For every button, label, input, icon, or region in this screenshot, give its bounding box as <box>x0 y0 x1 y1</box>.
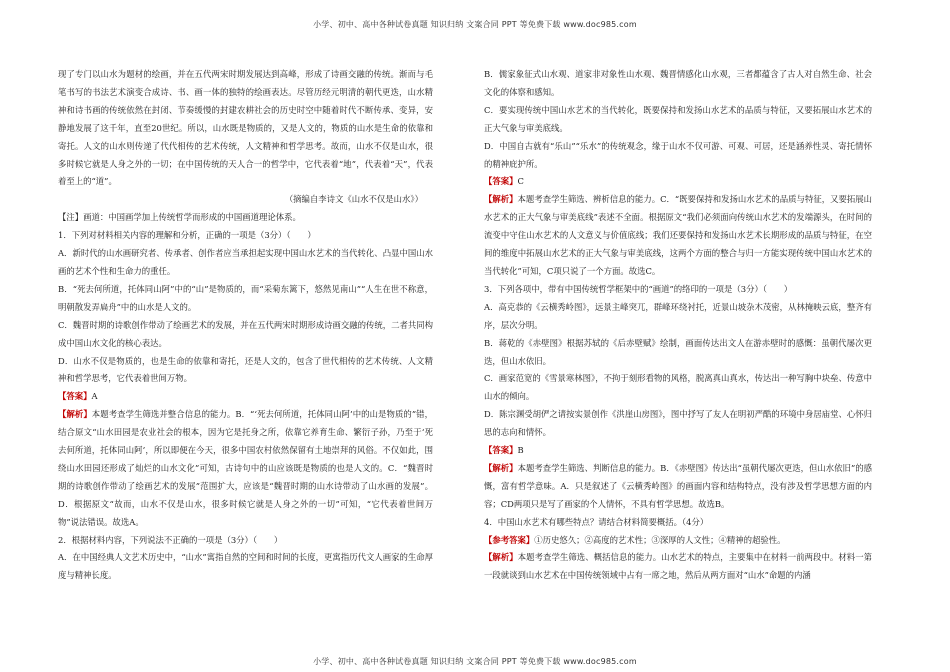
q2-option-a: A．在中国经典人文艺术历史中，“山水”寓指自然的空间和时间的长度，更寓指历代文人画家的生命厚度与精神长度。 <box>58 552 433 581</box>
q1-explanation <box>58 406 433 531</box>
q1-answer <box>58 388 433 406</box>
q3-option-b: B．蒋乾的《赤壁图》根据苏轼的《后赤壁赋》绘制，画面传达出文人在游赤壁时的感慨：虽朝代屡次更迭，但山水依旧。 <box>484 337 872 366</box>
annotation-note: 【注】画道：中国画学加上传统哲学而形成的中国画道理论体系。 <box>58 212 301 223</box>
reference-answer-tag: 【参考答案】 <box>484 534 535 545</box>
answer-value: A <box>91 391 98 402</box>
question-1: 1．下列对材料相关内容的理解和分析，正确的一项是（3分）（ ） <box>58 230 316 241</box>
passage-paragraph: 现了专门以山水为题材的绘画，并在五代两宋时期发展达到高峰，形成了诗画交融的传统。渐而与毛笔书写的书法艺术演变合成诗、书、画一体的独特的绘画表达。尽管历经元明清的朝代更迭，山水精神和诗书画的传统依然在封闭、节奏缓慢的封建农耕社会的历史时空中随着时代不断传承、变异，安静地发展了这千年，直至20世纪。所以，山水既是物质的，又是人文的，物质的山水是生命的依靠和寄托。人文的山水则传递了代代相传的艺术传统，人文精神和哲学思考。故而，山水不仅是山水，很多时候它就是人身之外的一切；在中国传统的天人合一的哲学中，它代表着“地”，代表着“天”，代表着至上的“道”。 <box>58 69 433 187</box>
explanation-text: 本题考查学生筛选、辨析信息的能力。C．“既要保持和发扬山水艺术的品质与特征，又要拓展山水艺术的正大气象与审美底线”表述不全面。根据原文“我们必须面向传统山水艺术的发端源头，在时间的流变中守住山水艺术的人文意义与价值底线；我们还要保持和发扬山水艺术长期形成的品质与特征，在空间的维度中拓展山水艺术的正大气象与审美底线，这两个方面的整合与归一方能实现传统中国山水艺术的当代转化”可知，C项只说了一个方面。故选C。 <box>484 194 873 276</box>
footer-banner: 小学、初中、高中各种试卷真题 知识归纳 文案合同 PPT 等免费下载 www.doc985.com <box>313 657 637 666</box>
answer-tag: 【答案】 <box>484 445 518 456</box>
question-4: 4．中国山水艺术有哪些特点？请结合材料简要概括。（4分） <box>484 516 709 527</box>
explanation-tag: 【解析】 <box>484 462 518 473</box>
header-banner: 小学、初中、高中各种试卷真题 知识归纳 文案合同 PPT 等免费下载 www.doc985.com <box>313 20 637 29</box>
question-2: 2．根据材料内容，下列说法不正确的一项是（3分）（ ） <box>58 534 283 545</box>
right-column <box>484 66 872 585</box>
q2-option-c: C．要实现传统中国山水艺术的当代转化，既要保持和发扬山水艺术的品质与特征，又要拓展山水艺术的正大气象与审美底线。 <box>484 104 872 133</box>
explanation-text: 本题考查学生筛选、判断信息的能力。B．《赤壁图》传达出“虽朝代屡次更迭，但山水依旧”的感慨，富有哲学意味。A．只是叙述了《云横秀岭图》的画面内容和结构特点，没有涉及哲学思想方面的内容；CD两项只是写了画家的个人情怀，不具有哲学思想。故选B。 <box>484 462 873 509</box>
answer-value: B <box>517 445 524 456</box>
q2-option-d: D．中国自古就有“乐山”“乐水”的传统观念，缘于山水不仅可游、可观、可居，还是涵养性灵、寄托情怀的精神庇护所。 <box>484 140 872 169</box>
explanation-text: 本题考查学生筛选并整合信息的能力。B．“‘死去何所道，托体同山阿’中的山是物质的”错，结合原文“山水田园是农业社会的根本，因为它是托身之所，依靠它养育生命、繁衍子孙，乃至于‘死去何所道，托体同山阿’，所以即便在今天，很多中国农村依然保留有土地崇拜的风俗。不仅如此，围绕山水田园还形成了灿烂的山水文化”可知，古诗句中的山应该既是物质的也是人文的。C．“魏晋时期的诗歌创作带动了绘画艺术的发展”范围扩大，应该是“魏晋时期的山水诗带动了山水画的发展”。D．根据原文“故而，山水不仅是山水，很多时候它就是人身之外的一切”可知，“它代表着世间万物”说法错误。故选A。 <box>58 409 434 527</box>
answer-tag: 【答案】 <box>58 391 92 402</box>
q1-option-c: C．魏晋时期的诗歌创作带动了绘画艺术的发展，并在五代两宋时期形成诗画交融的传统，二者共同构成中国山水文化的核心表达。 <box>58 319 433 348</box>
explanation-tag: 【解析】 <box>484 552 518 563</box>
explanation-tag: 【解析】 <box>484 194 518 205</box>
answer-value: C <box>517 176 524 187</box>
q1-option-d: D．山水不仅是物质的，也是生命的依靠和寄托，还是人文的，包含了世代相传的艺术传统、人文精神和哲学思考，它代表着世间万物。 <box>58 355 433 384</box>
q4-explanation <box>484 549 872 585</box>
passage-citation: （摘编自李诗文《山水不仅是山水》） <box>284 194 423 205</box>
answer-tag: 【答案】 <box>484 176 518 187</box>
q2-answer <box>484 173 872 191</box>
question-3: 3．下列各项中，带有中国传统哲学框架中的“画道”的络印的一项是（3分）（ ） <box>484 283 793 294</box>
q2-explanation <box>484 191 872 281</box>
q3-option-a: A．高克恭的《云横秀岭图》，远景主峰突兀，群峰环绕衬托，近景山坡杂木茂密，从林掩映云底，整齐有序，层次分明。 <box>484 301 872 330</box>
q3-explanation <box>484 460 872 514</box>
q4-answer <box>484 532 872 550</box>
q1-option-a: A．新时代的山水画研究者、传承者、创作者应当承担起实现中国山水艺术的当代转化、凸显中国山水画的艺术个性和生命力的重任。 <box>58 248 433 276</box>
explanation-text: 本题考查学生筛选、概括信息的能力。山水艺术的特点，主要集中在材料一前两段中。材料一第一段就谈到山水艺术在中国传统领域中占有一席之地，然后从两方面对“山水”命题的内涵 <box>484 552 873 581</box>
explanation-tag: 【解析】 <box>58 409 92 420</box>
q2-option-b: B．儒家象征式山水观、道家非对象性山水观、魏晋情感化山水观，三者都蕴含了古人对自然生命、社会文化的体察和感知。 <box>484 69 872 97</box>
q1-option-b: B．“死去何所道，托体同山阿”中的“山”是物质的，而“采菊东篱下，悠然见南山”“人生在世不称意，明朝散发弄扁舟”中的山水是人文的。 <box>58 283 433 312</box>
left-column <box>58 66 433 585</box>
q3-option-c: C．画家范宽的《雪景寒林图》，不拘于刻形看物的风格，脱离真山真水，传达出一种写胸中块垒、传意中山水的倾向。 <box>484 373 872 402</box>
answer-value: ①历史悠久；②高度的艺术性；③深厚的人文性；④精神的超验性。 <box>534 534 786 545</box>
q3-answer <box>484 442 872 460</box>
q3-option-d: D．陈宗渊受胡俨之请按实景创作《洪崖山房图》，图中抒写了友人在明初严酷的环境中身居庙堂、心怀归思的志向和情怀。 <box>484 409 872 438</box>
